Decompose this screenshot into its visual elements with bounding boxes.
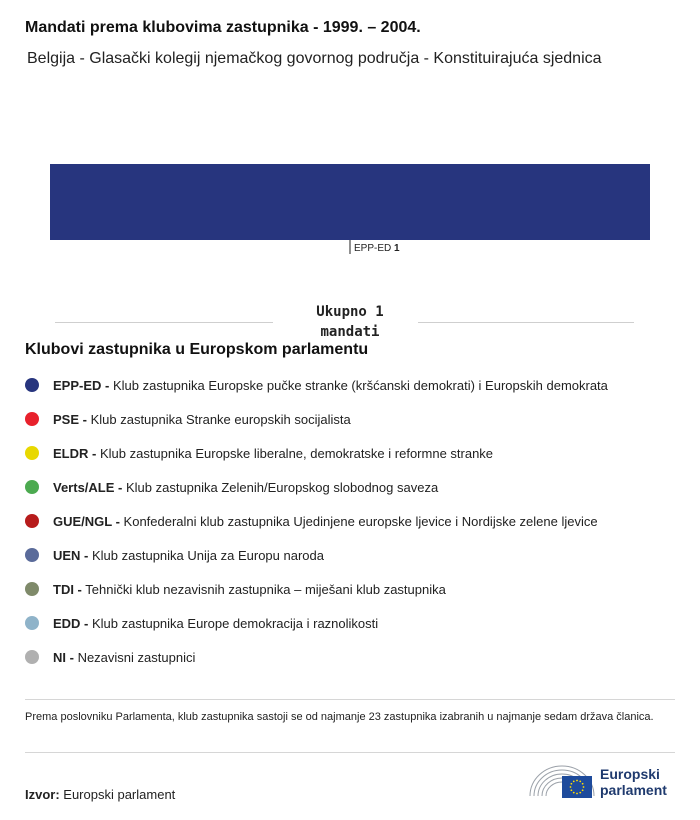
legend-item [25, 640, 685, 674]
logo-line-2: parlament [600, 782, 667, 798]
legend-item [25, 606, 685, 640]
legend-dot [25, 548, 39, 562]
logo-text [600, 766, 667, 798]
legend-desc: Klub zastupnika Europske pučke stranke (kršćanski demokrati) i Europskih demokrata [109, 377, 608, 393]
legend-text [53, 378, 608, 393]
total-divider-right [418, 322, 634, 323]
legend-desc: Klub zastupnika Zelenih/Europskog slobodnog saveza [122, 479, 439, 495]
chart-subtitle: Belgija - Glasački kolegij njemačkog govornog područja - Konstituirajuća sjednica [27, 50, 602, 67]
flag-star-icon [573, 780, 575, 782]
legend-dot [25, 514, 39, 528]
legend-desc: Konfederalni klub zastupnika Ujedinjene europske ljevice i Nordijske zelene ljevice [119, 513, 598, 529]
legend-desc: Tehnički klub nezavisnih zastupnika – miješani klub zastupnika [81, 581, 446, 597]
legend-dot [25, 480, 39, 494]
legend-abbr: GUE/NGL - [53, 513, 120, 529]
flag-star-icon [570, 789, 572, 791]
total-divider-left [55, 322, 273, 323]
flag-star-icon [576, 793, 578, 795]
flag-star-icon [570, 783, 572, 785]
legend [25, 368, 685, 674]
total-label [270, 302, 430, 342]
total-seats [0, 300, 700, 344]
source-label: Izvor: [25, 787, 60, 802]
legend-title: Klubovi zastupnika u Europskom parlamentu [25, 341, 369, 358]
legend-abbr: EPP-ED - [53, 377, 110, 393]
bar-label: EPP-ED 1 [354, 243, 400, 254]
legend-text [53, 514, 598, 529]
legend-item [25, 538, 685, 572]
legend-dot [25, 378, 39, 392]
flag-star-icon [579, 780, 581, 782]
legend-text [53, 412, 351, 427]
legend-text [53, 650, 195, 665]
legend-item [25, 504, 685, 538]
chart-area [0, 150, 700, 260]
legend-abbr: PSE - [53, 411, 87, 427]
legend-item [25, 368, 685, 402]
eu-flag-icon [562, 776, 592, 798]
flag-star-icon [579, 792, 581, 794]
bar-segment [50, 164, 650, 240]
flag-star-icon [582, 789, 584, 791]
footnote-divider-bottom [25, 752, 675, 753]
flag-star-icon [570, 786, 572, 788]
legend-dot [25, 582, 39, 596]
legend-item [25, 436, 685, 470]
legend-text [53, 616, 378, 631]
legend-dot [25, 650, 39, 664]
legend-text [53, 446, 493, 461]
legend-desc: Klub zastupnika Stranke europskih socijalista [86, 411, 351, 427]
legend-abbr: UEN - [53, 547, 89, 563]
europarl-logo [528, 760, 678, 802]
legend-abbr: TDI - [53, 581, 82, 597]
flag-star-icon [583, 786, 585, 788]
flag-star-icon [576, 780, 578, 782]
legend-dot [25, 412, 39, 426]
legend-abbr: ELDR - [53, 445, 97, 461]
flag-star-icon [582, 783, 584, 785]
source [25, 787, 175, 802]
logo-line-1: Europski [600, 766, 660, 782]
legend-item [25, 402, 685, 436]
legend-text [53, 582, 446, 597]
total-line-2: mandati [320, 324, 380, 340]
chart-title: Mandati prema klubovima zastupnika - 1999. – 2004. [25, 19, 421, 36]
legend-abbr: NI - [53, 649, 74, 665]
legend-item [25, 470, 685, 504]
footnote: Prema poslovniku Parlamenta, klub zastupnika sastoji se od najmanje 23 zastupnika izabranih u najmanje sedam država članica. [25, 711, 654, 723]
legend-abbr: Verts/ALE - [53, 479, 123, 495]
legend-desc: Klub zastupnika Unija za Europu naroda [88, 547, 324, 563]
legend-text [53, 548, 324, 563]
total-line-1: Ukupno 1 [316, 304, 384, 320]
legend-abbr: EDD - [53, 615, 89, 631]
legend-desc: Klub zastupnika Europske liberalne, demokratske i reformne stranke [96, 445, 494, 461]
legend-desc: Nezavisni zastupnici [73, 649, 196, 665]
legend-item [25, 572, 685, 606]
legend-dot [25, 616, 39, 630]
hemicycle-flag-icon [528, 760, 598, 802]
flag-star-icon [573, 792, 575, 794]
footnote-divider-top [25, 699, 675, 700]
legend-dot [25, 446, 39, 460]
legend-text [53, 480, 438, 495]
source-value: Europski parlament [59, 787, 176, 802]
legend-desc: Klub zastupnika Europe demokracija i raznolikosti [88, 615, 379, 631]
